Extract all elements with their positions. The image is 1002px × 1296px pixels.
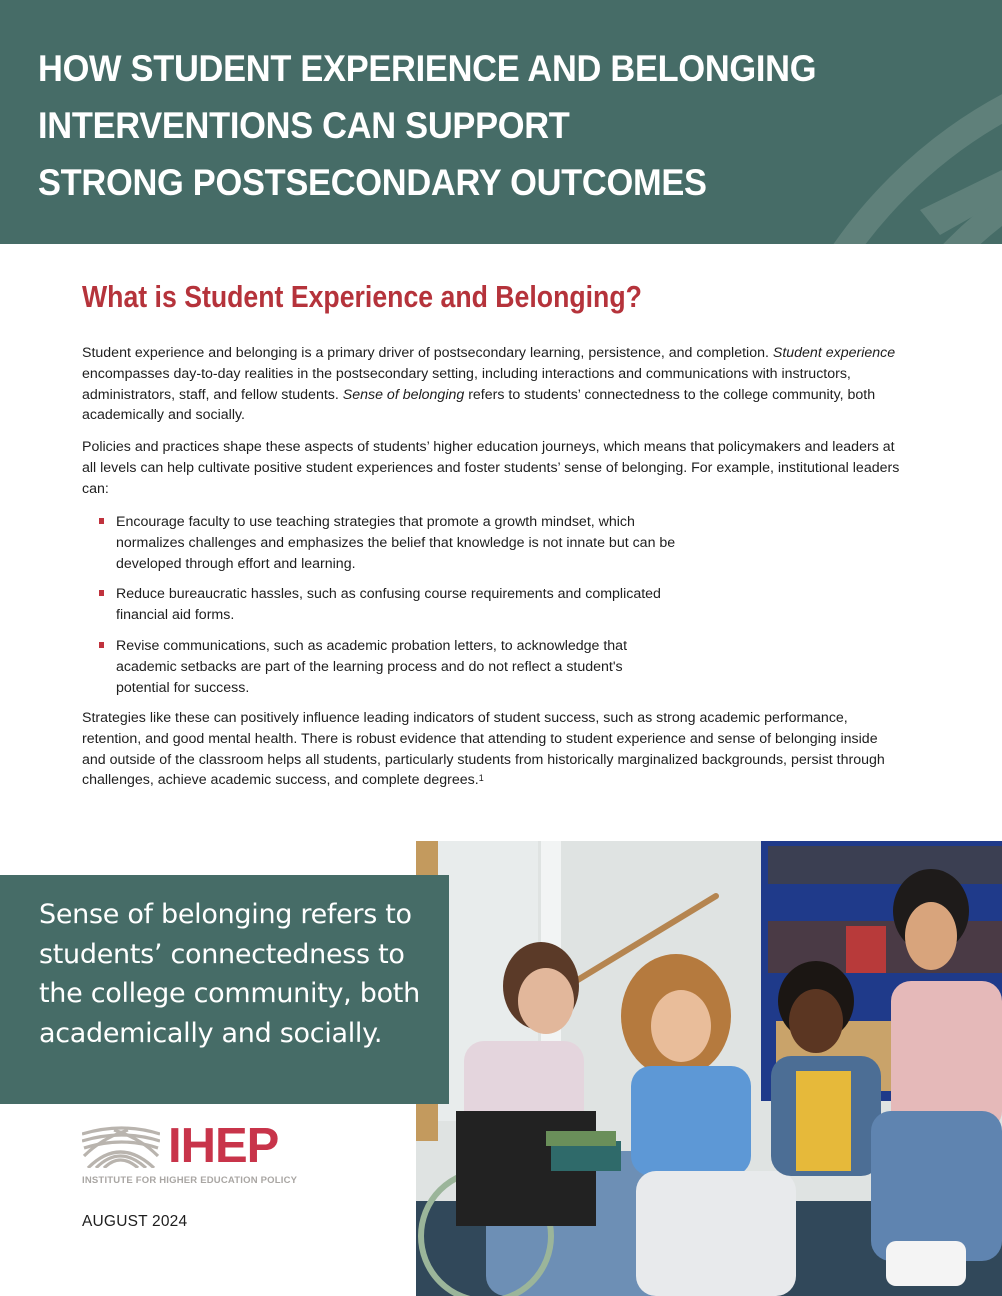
pull-quote-callout (0, 875, 449, 1104)
title-line-3: STRONG POSTSECONDARY OUTCOMES (38, 162, 707, 203)
text-span: Strategies like these can positively influence leading indicators of student success, such as strong academic performance, retention, and good mental health. There is robust evidence that attending to student experience and sense of belonging inside and outside of the classroom helps all students, particularly students from historically marginalized backgrounds, persist through challenges, achieve academic success, and complete degrees. (82, 710, 885, 789)
publication-date: AUGUST 2024 (82, 1213, 188, 1230)
evidence-paragraph (82, 708, 902, 791)
students-photo (416, 841, 1002, 1296)
list-item (98, 584, 678, 626)
ihep-arches-icon (82, 1126, 160, 1168)
intro-paragraph (82, 343, 902, 426)
section-heading: What is Student Experience and Belonging? (82, 279, 642, 314)
page-title (38, 40, 816, 211)
list-item-text: Reduce bureaucratic hassles, such as confusing course requirements and complicated financial aid forms. (116, 586, 661, 624)
photo-illustration-icon (416, 841, 1002, 1296)
text-span: refers to students’ connectedness to the college community, both academically and socially. (82, 386, 876, 424)
list-item-text: Encourage faculty to use teaching strategies that promote a growth mindset, which normalizes challenges and emphasizes the belief that knowledge is not innate but can be developed through effort and learning. (116, 514, 676, 572)
footnote-link[interactable]: 1 (478, 773, 484, 784)
term-sense-of-belonging: Sense of belonging (342, 386, 465, 403)
title-banner (0, 0, 1002, 244)
bullet-square-icon (99, 642, 104, 648)
text-span: encompasses day-to-day realities in the postsecondary setting, including interactions and communications with instructors, administrators, staff, and fellow students. (82, 365, 851, 403)
bullet-square-icon (99, 518, 104, 524)
list-item (98, 512, 678, 574)
policies-paragraph: Policies and practices shape these aspects of students’ higher education journeys, which means that policymakers and leaders at all levels can help cultivate positive student experiences and foster students’ sense of belonging. For example, institutional leaders can: (82, 439, 900, 497)
list-item-text: Revise communications, such as academic probation letters, to acknowledge that academic setbacks are part of the learning process and do not reflect a student's potential for success. (116, 637, 628, 696)
term-student-experience: Student experience (772, 345, 896, 361)
logo-tagline: INSTITUTE FOR HIGHER EDUCATION POLICY (82, 1175, 298, 1186)
list-item (98, 636, 678, 698)
title-line-1: HOW STUDENT EXPERIENCE AND BELONGING (38, 48, 817, 89)
pull-quote-text: Sense of belonging refers to students’ connectedness to the college community, both academically and socially. (39, 899, 420, 1049)
ihep-logo[interactable] (82, 1119, 332, 1190)
logo-wordmark: IHEP (168, 1119, 279, 1173)
title-line-2: INTERVENTIONS CAN SUPPORT (38, 105, 570, 146)
text-span: Student experience and belonging is a primary driver of postsecondary learning, persistence, and completion. (82, 345, 773, 361)
strategy-list (98, 512, 678, 708)
bullet-square-icon (99, 590, 104, 596)
